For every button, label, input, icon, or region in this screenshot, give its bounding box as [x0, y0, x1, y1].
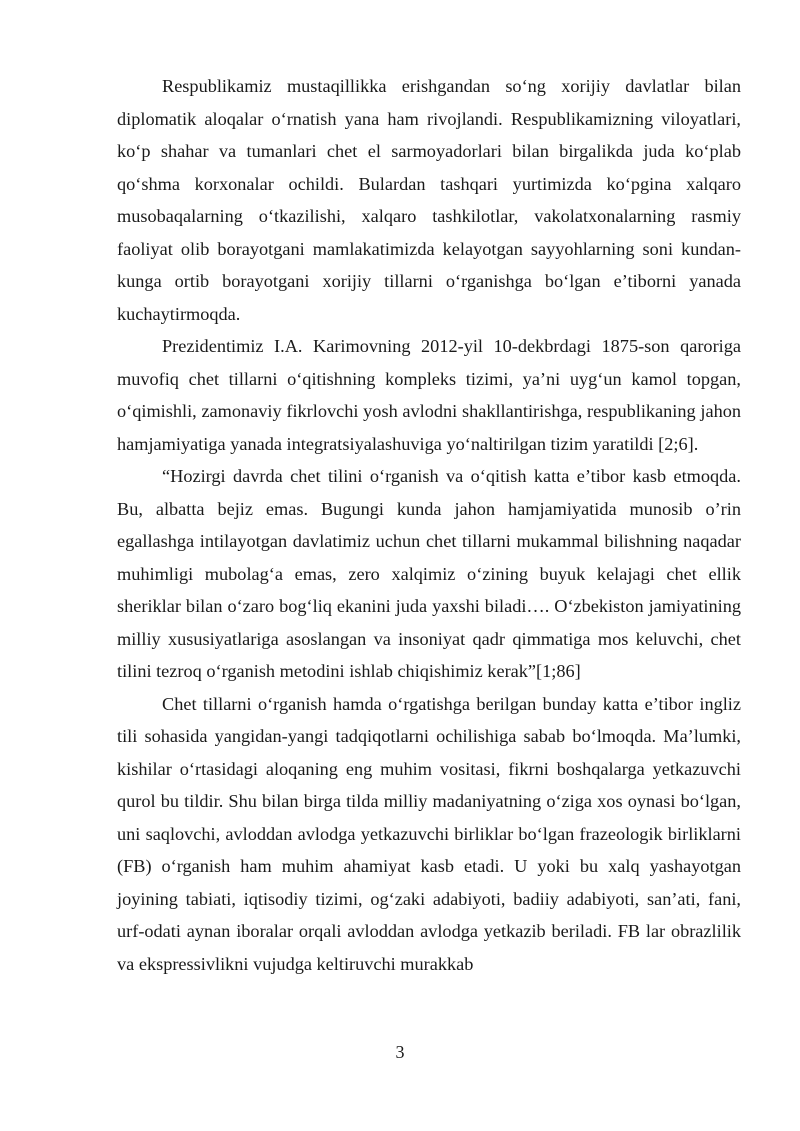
paragraph-quotation: “Hozirgi davrda chet tilini o‘rganish va o‘qitish katta e’tibor kasb etmoqda. Bu, albatta bejiz emas. Bugungi kunda jahon hamjamiyatida munosib o’rin egallashga intilayotgan davlatimiz uchun chet tillarni mukammal bilishning naqadar muhimligi mubolag‘a emas, zero xalqimiz o‘zining buyuk kelajagi chet ellik sheriklar bilan o‘zaro bog‘liq ekanini juda yaxshi biladi…. O‘zbekiston jamiyatining milliy xususiyatlariga asoslangan va insoniyat qadr qimmatiga mos keluvchi, chet tilini tezroq o‘rganish metodini ishlab chiqishimiz kerak”[1;86] [117, 466, 741, 681]
paragraph-independence: Respublikamiz mustaqillikka erishgandan so‘ng xorijiy davlatlar bilan diplomatik aloqalar o‘rnatish yana ham rivojlandi. Respublikamizning viloyatlari, ko‘p shahar va tumanlari chet el sarmoyadorlari bilan birgalikda juda ko‘plab qo‘shma korxonalar ochildi. Bulardan tashqari yurtimizda ko‘pgina xalqaro musobaqalarning o‘tkazilishi, xalqaro tashkilotlar, vakolatxonalarning rasmiy faoliyat olib borayotgani mamlakatimizda kelayotgan sayyohlarning soni kundan-kunga ortib borayotgani xorijiy tillarni o‘rganishga bo‘lgan e’tiborni yanada kuchaytirmoqda. [117, 76, 741, 324]
page-number: 3 [395, 1042, 405, 1062]
paragraph-presidential-decree: Prezidentimiz I.A. Karimovning 2012-yil 10-dekbrdagi 1875-son qaroriga muvofiq chet tillarni o‘qitishning kompleks tizimi, ya’ni uyg‘un kamol topgan, o‘qimishli, zamonaviy fikrlovchi yosh avlodni shakllantirishga, respublikaning jahon hamjamiyatiga yanada integratsiyalashuviga yo‘naltirilgan tizim yaratildi [2;6]. [117, 336, 741, 454]
paragraph-phraseology: Chet tillarni o‘rganish hamda o‘rgatishga berilgan bunday katta e’tibor ingliz tili sohasida yangidan-yangi tadqiqotlarni ochilishiga sabab bo‘lmoqda. Ma’lumki, kishilar o‘rtasidagi aloqaning eng muhim vositasi, fikrni boshqalarga yetkazuvchi qurol bu tildir. Shu bilan birga tilda milliy madaniyatning o‘ziga xos oynasi bo‘lgan, uni saqlovchi, avloddan avlodga yetkazuvchi birliklar bo‘lgan frazeologik birliklarni (FB) o‘rganish ham muhim ahamiyat kasb etadi. U yoki bu xalq yashayotgan joyining tabiati, iqtisodiy tizimi, og‘zaki adabiyoti, badiiy adabiyoti, san’ati, fani, urf-odati aynan iboralar orqali avloddan avlodga yetkazib beriladi. FB lar obrazlilik va ekspressivlikni vujudga keltiruvchi murakkab [117, 693, 741, 974]
document-body [117, 70, 741, 980]
